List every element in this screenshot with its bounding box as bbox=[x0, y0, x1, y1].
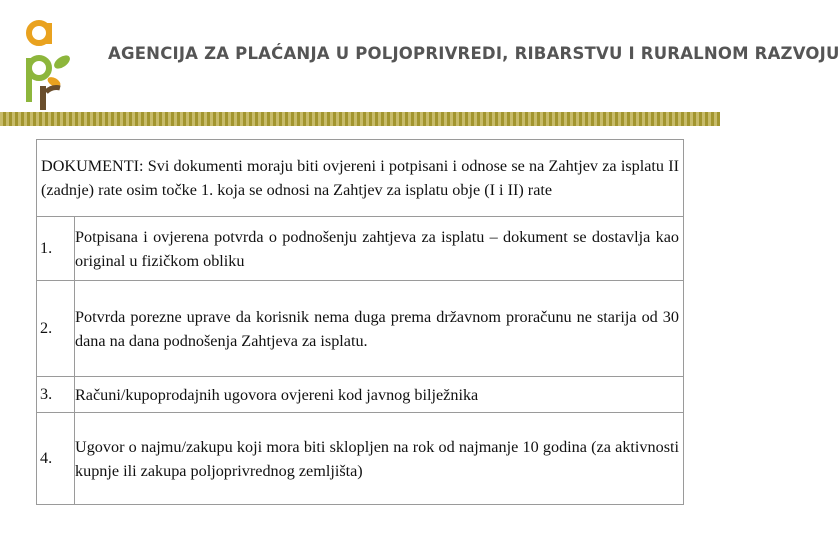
row-text: Potvrda porezne uprave da korisnik nema duga prema državnom proračunu ne starija od 30 dana na dana podnošenja Zahtjeva za isplatu. bbox=[75, 281, 684, 377]
table-header-row bbox=[37, 140, 684, 217]
agency-name: AGENCIJA ZA PLAĆANJA U POLJOPRIVREDI, RIBARSTVU I RURALNOM RAZVOJU bbox=[108, 44, 840, 63]
header bbox=[0, 0, 840, 112]
row-number: 2. bbox=[37, 281, 75, 377]
header-stripe bbox=[0, 112, 720, 126]
apr-logo bbox=[14, 16, 86, 112]
table-row bbox=[37, 413, 684, 505]
intro-text: DOKUMENTI: Svi dokumenti moraju biti ovjereni i potpisani i odnose se na Zahtjev za isplatu II (zadnje) rate osim točke 1. koja se odnosi na Zahtjev za isplatu obje (I i II) rate bbox=[37, 140, 684, 217]
row-number: 4. bbox=[37, 413, 75, 505]
row-number: 3. bbox=[37, 377, 75, 413]
table-row bbox=[37, 281, 684, 377]
table-row bbox=[37, 217, 684, 281]
row-text: Potpisana i ovjerena potvrda o podnošenju zahtjeva za isplatu – dokument se dostavlja kao original u fizičkom obliku bbox=[75, 217, 684, 281]
row-text: Računi/kupoprodajnih ugovora ovjereni kod javnog bilježnika bbox=[75, 377, 684, 413]
documents-table bbox=[36, 139, 684, 505]
row-number: 1. bbox=[37, 217, 75, 281]
table-row bbox=[37, 377, 684, 413]
row-text: Ugovor o najmu/zakupu koji mora biti sklopljen na rok od najmanje 10 godina (za aktivnosti kupnje ili zakupa poljoprivrednog zemljišta) bbox=[75, 413, 684, 505]
